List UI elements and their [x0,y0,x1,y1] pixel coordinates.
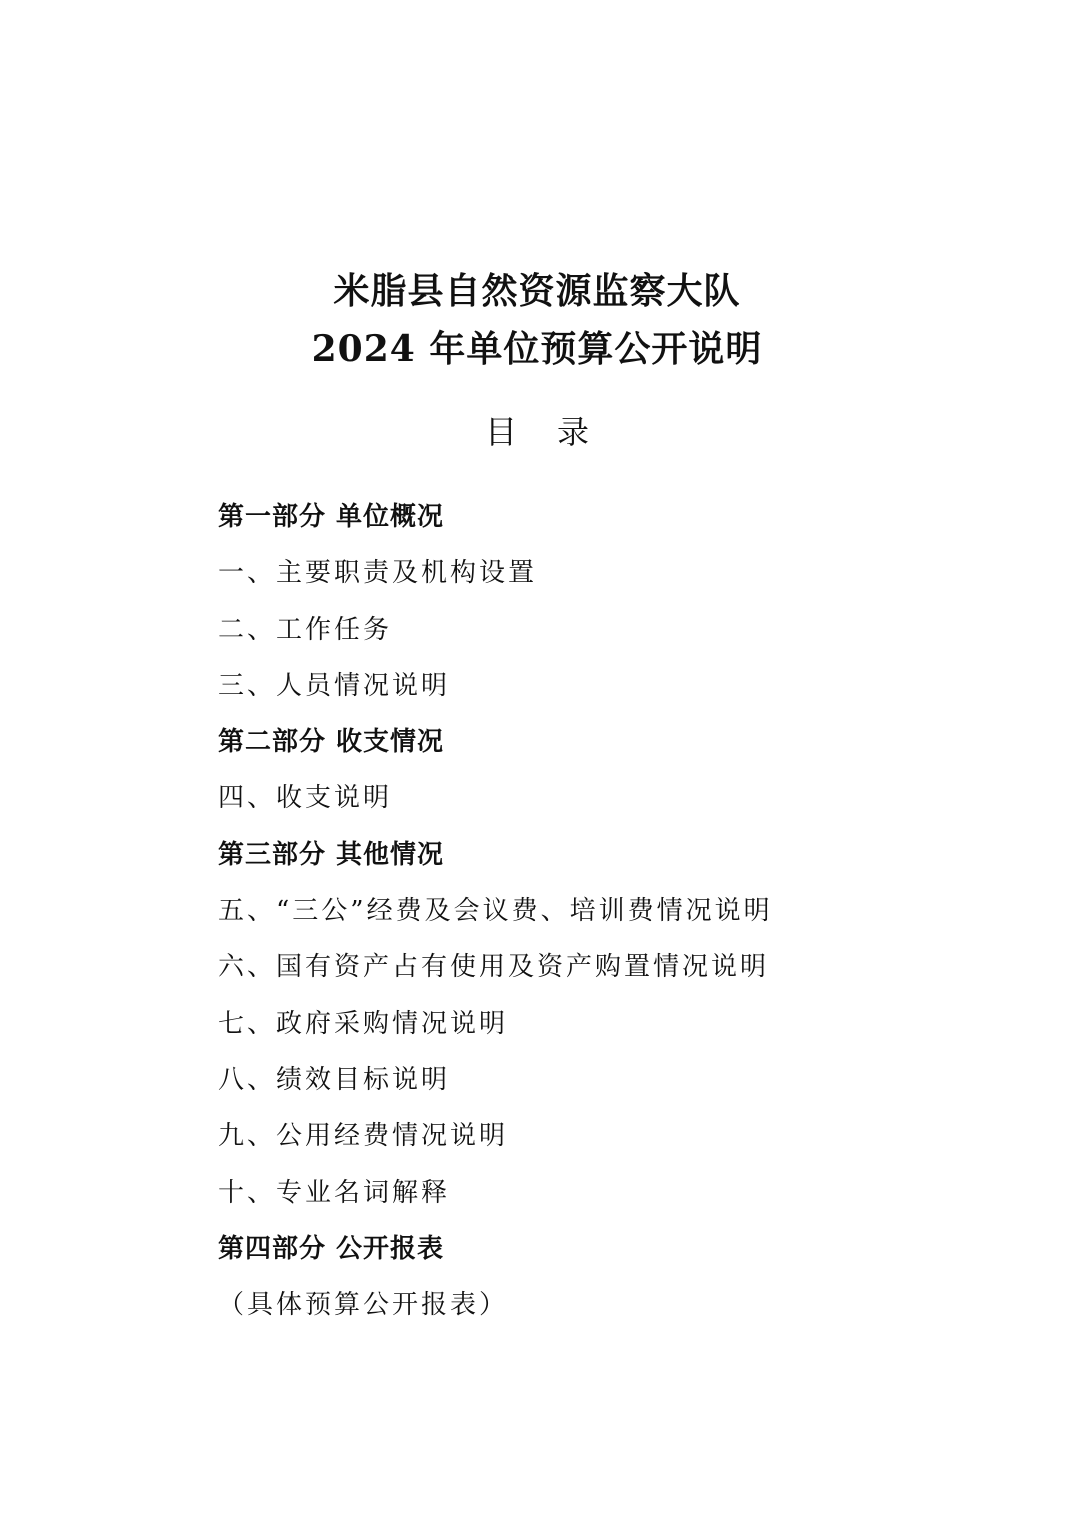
toc-item-10: 十、专业名词解释 [218,1177,451,1208]
toc-part-4: 第四部分 公开报表 [218,1233,445,1264]
toc-item-reports: （具体预算公开报表） [218,1290,509,1321]
toc-item-1: 一、主要职责及机构设置 [218,558,538,589]
toc-item-9: 九、公用经费情况说明 [218,1121,509,1152]
title-line-org: 米脂县自然资源监察大队 [333,270,741,312]
toc-item-8: 八、绩效目标说明 [218,1064,451,1095]
toc-item-3: 三、人员情况说明 [218,670,451,701]
toc-part-1: 第一部分 单位概况 [218,502,445,532]
toc-item-7: 七、政府采购情况说明 [218,1008,509,1039]
toc-item-4: 四、收支说明 [218,783,393,814]
toc-item-2: 二、工作任务 [218,614,393,645]
toc-item-6: 六、国有资产占有使用及资产购置情况说明 [218,952,770,983]
toc-part-2: 第二部分 收支情况 [218,727,445,758]
toc-item-5: 五、“三公”经费及会议费、培训费情况说明 [218,896,773,927]
title-line-subject: 2024 年单位预算公开说明 [311,328,763,370]
table-of-contents [218,492,1018,1336]
toc-part-3: 第三部分 其他情况 [218,839,445,870]
document-title [0,262,1074,378]
toc-heading: 目录 [484,413,629,451]
